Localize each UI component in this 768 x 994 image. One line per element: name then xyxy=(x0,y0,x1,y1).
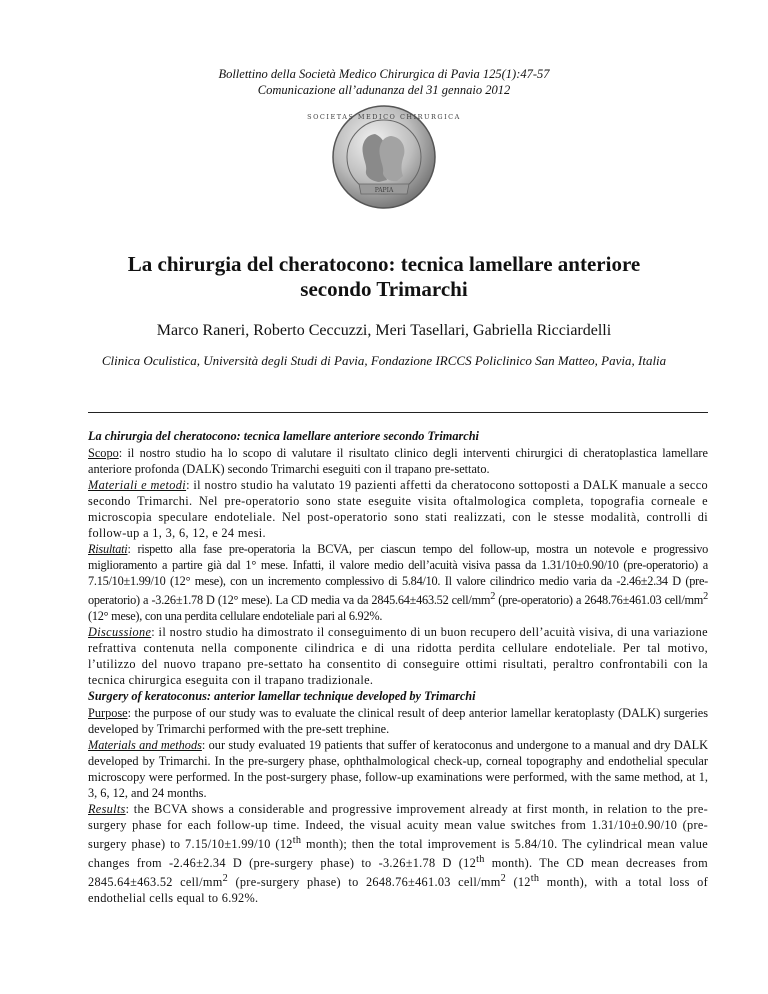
article-title-line-2: secondo Trimarchi xyxy=(300,277,468,301)
society-seal-icon xyxy=(307,104,461,210)
abstract-scopo xyxy=(88,445,708,477)
purpose-text: : the purpose of our study was to evaluate the clinical result of deep anterior lamellar keratoplasty (DALK) surgeries developed by Trimarchi performed with the pre-sett trephine. xyxy=(88,706,708,736)
materials-text: : our study evaluated 19 patients that suffer of keratoconus and undergone to a manual and dry DALK developed by Trimarchi. In the pre-surgery phase, ophthalmological check-up, corneal topography and endothelial specular microscopy were performed. In the post-surgery phase, follow-up examinations were performed, with the same method, at 1, 3, 6, 12, and 24 months. xyxy=(88,738,709,800)
materiali-label: Materiali e metodi xyxy=(88,478,187,492)
scopo-text: : il nostro studio ha lo scopo di valutare il risultato clinico degli interventi chirurgici di cheratoplastica lamellare anteriore profonda (DALK) secondo Trimarchi eseguiti con il trapano pre-settato. xyxy=(88,446,708,476)
discussione-text: : il nostro studio ha dimostrato il conseguimento di un buon recupero dell’acuità visiva, di una variazione refrattiva contenuta nella componente cilindrica e di una ridotta perdita cellulare endoteliale. Per tal motivo, l’utilizzo del nuovo trapano pre-settato ha consentito di conseguire ottimi risultati, peraltro confrontabili con la tecnica chirurgica eseguita con il trapano tradizionale. xyxy=(88,625,708,688)
svg-text:PAPIA: PAPIA xyxy=(374,187,394,194)
abstract-materiali xyxy=(88,477,708,541)
abstract-italian-title: La chirurgia del cheratocono: tecnica lamellare anteriore secondo Trimarchi xyxy=(88,429,479,443)
abstract-results xyxy=(88,801,708,906)
results-text-2: month); then the total improvement is 5.84/10. The cylindrical mean value changes from -2.46±2.34 D (pre-surgery phase) to -3.26±1.78 D (12 xyxy=(88,837,708,871)
results-text-6: month), with a total loss of endothelial cells equal to 6.92%. xyxy=(88,875,709,906)
results-text-5: (12 xyxy=(506,875,531,890)
abstract-italian xyxy=(88,428,708,688)
materiali-text: : il nostro studio ha valutato 19 pazienti affetti da cheratocono sottoposti a DALK manuale a secco secondo Trimarchi. Nel pre-operatorio sono state eseguite visita oftalmologica completa, topografia corneale e microscopia speculare endoteliale. Nel post-operatorio sono stati realizzati, con le stesse modalità, controlli di follow-up a 1, 3, 6, 12, e 24 mesi. xyxy=(88,478,709,540)
results-text-1: : the BCVA shows a considerable and progressive improvement already at first month, in relation to the pre-surgery phase for each follow-up time. Indeed, the visual acuity mean value switches from 1.31/10±0.90/10 (pre-surgery phase) to 7.15/10±1.99/10 (12 xyxy=(88,802,708,852)
abstract-purpose xyxy=(88,705,708,737)
results-sup-1: th xyxy=(292,835,302,846)
author-list: Marco Raneri, Roberto Ceccuzzi, Meri Tasellari, Gabriella Ricciardelli xyxy=(156,322,612,339)
risultati-label: Risultati xyxy=(88,542,128,556)
risultati-text-2: (pre-operatorio) a 2648.76±461.03 cell/mm xyxy=(495,593,704,608)
risultati-text-3: (12° mese), con una perdita cellulare endoteliale pari al 6.92%. xyxy=(88,609,383,624)
results-sup-3: 2 xyxy=(222,873,229,885)
article-title xyxy=(60,252,708,302)
risultati-sup-1: 2 xyxy=(490,591,496,602)
results-sup-4: 2 xyxy=(500,873,506,885)
abstract-risultati xyxy=(88,541,708,624)
svg-text:SOCIETAS MEDICO CHIRURGICA: SOCIETAS MEDICO CHIRURGICA xyxy=(307,113,461,121)
risultati-sup-2: 2 xyxy=(703,591,708,602)
journal-citation: Bollettino della Società Medico Chirurgica di Pavia 125(1):47-57 xyxy=(218,67,550,81)
abstract-english xyxy=(88,688,708,906)
risultati-text-1: : rispetto alla fase pre-operatoria la BCVA, per ciascun tempo del follow-up, mostra un notevole e progressivo miglioramento a partire già dal 1° mese. Infatti, il valore medio dell’acuità visiva passa da 1.31/10±0.90/10 (pre-operatorio) a 7.15/10±1.99/10 (12° mese), con un incremento complessivo di 5.84/10. Il valore cilindrico medio varia da -2.46±2.34 D (pre-operatorio) a -3.26±1.78 D (12° mese). La CD media va da 2845.64±463.52 cell/mm xyxy=(88,542,708,608)
article-title-line-1: La chirurgia del cheratocono: tecnica lamellare anteriore xyxy=(127,252,641,276)
journal-header xyxy=(0,66,768,98)
results-label: Results xyxy=(88,802,126,816)
results-sup-2: th xyxy=(476,854,485,866)
results-sup-5: th xyxy=(530,873,540,885)
purpose-label: Purpose xyxy=(88,706,128,720)
results-text-4: (pre-surgery phase) to 2648.76±461.03 cell/mm xyxy=(228,875,501,890)
abstract-discussione xyxy=(88,624,708,688)
abstract-english-title: Surgery of keratoconus: anterior lamellar technique developed by Trimarchi xyxy=(88,689,476,703)
results-text-3: month). The CD mean decreases from 2845.64±463.52 cell/mm xyxy=(88,856,708,890)
author-affiliation: Clinica Oculistica, Università degli Studi di Pavia, Fondazione IRCCS Policlinico San Matteo, Pavia, Italia xyxy=(101,353,667,368)
materials-label: Materials and methods xyxy=(88,738,202,752)
discussione-label: Discussione xyxy=(88,625,152,640)
scopo-label: Scopo xyxy=(88,446,119,460)
section-divider xyxy=(88,412,708,413)
abstract-materials xyxy=(88,737,708,801)
communication-date: Comunicazione all’adunanza del 31 gennaio 2012 xyxy=(257,83,511,97)
